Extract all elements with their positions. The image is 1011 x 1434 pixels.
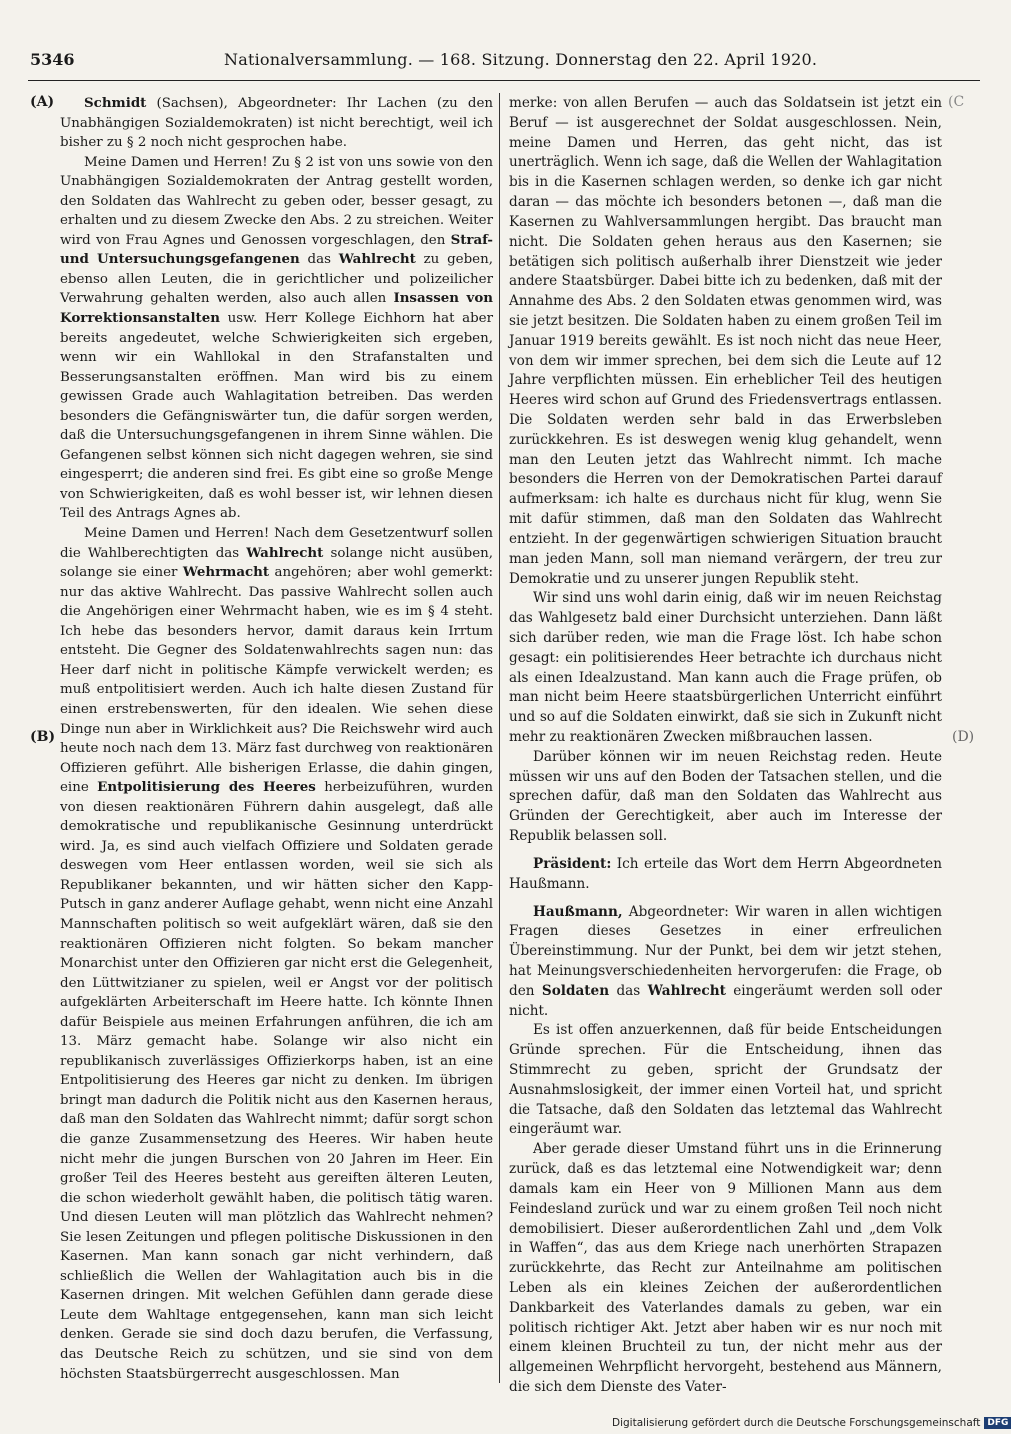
column-divider [499, 93, 500, 1383]
page-number: 5346 [30, 50, 75, 69]
paragraph-text: Meine Damen und Herren! Zu § 2 ist von uns sowie von den Unabhängigen Sozialdemokraten der Antrag gestellt worden, den Soldaten das Wahlrecht zu geben oder, besser gesagt, zu erhalten und zu diesem Zwecke den Abs. 2 zu streichen. Weiter wird von Frau Agnes und Genossen vorgeschlagen, den [60, 154, 493, 248]
paragraph-text: zu geben, ebenso allen Leuten, die in gerichtlicher und polizeilicher Verwahrung gehalten werden, also auch allen [60, 252, 493, 307]
margin-mark-c: (C [948, 94, 965, 110]
header-rule [28, 80, 980, 81]
left-column [60, 94, 493, 1384]
speaker-name: Schmidt [84, 95, 147, 111]
paragraph: Aber gerade dieser Umstand führt uns in die Erinnerung zurück, daß es das letztemal eine Notwendigkeit war; denn damals kam ein Heer von 9 Millionen Mann aus dem Feindesland zurück und war zu einem großen Teil noch nicht demobilisiert. Dieser außerordentlichen Zahl und „dem Volk in Waffen“, das aus dem Kriege nach unerhörten Strapazen zurückkehrte, das Recht zur Anteilnahme am politischen Leben als ein kleines Zeichen der außerordentlichen Dankbarkeit des Vaterlandes damals zu geben, war ein politisch richtiger Akt. Jetzt aber haben wir es nur noch mit einem kleinen Bruchteil zu tun, der nicht mehr aus der allgemeinen Wehrpflicht hervorgeht, bestehend aus Männern, die sich dem Dienste des Vater- [509, 1141, 942, 1395]
paragraph-text: solange nicht ausüben, solange sie einer [60, 545, 493, 581]
emphasis: Straf- und Untersuchungsgefangenen [60, 231, 493, 268]
paragraph [60, 524, 493, 1384]
running-header: Nationalversammlung. — 168. Sitzung. Donnerstag den 22. April 1920. [224, 50, 818, 69]
paragraph-text: angehören; aber wohl gemerkt: nur das aktive Wahlrecht. Das passive Wahlrecht sollen auch die Angehörigen einer Wehrmacht haben, wie es im § 4 steht. Ich hebe das besonders hervor, damit daraus kein Irrtum entsteht. Die Gegner des Soldatenwahlrechts sagen nun: das Heer darf nicht in politische Kämpfe verwickelt werden; es muß entpolitisiert werden. Auch ich halte diesen Zustand für einen erstrebenswerten, für den idealen. Wie sehen diese Dinge nun aber in Wirklichkeit aus? Die Reichswehr wird auch heute noch nach dem 13. März fast durchweg von reaktionären Offizieren geführt. Alle bisherigen Erlasse, die dahin gingen, eine [60, 565, 494, 796]
paragraph-text: eingeräumt werden soll oder nicht. [509, 982, 943, 1019]
paragraph-text: (Sachsen), Abgeordneter: Ihr Lachen (zu den Unabhängigen Sozialdemokraten) ist nicht berechtigt, weil ich bisher zu § 2 noch nicht gesprochen habe. [60, 96, 493, 151]
emphasis: Wehrmacht [182, 564, 270, 581]
digitization-credit [612, 1417, 1011, 1429]
paragraph-text: Meine Damen und Herren! Nach dem Gesetzentwurf sollen die Wahlberechtigten das [60, 526, 493, 561]
paragraph: Wir sind uns wohl darin einig, daß wir im neuen Reichstag das Wahlgesetz bald einer Durchsicht unterziehen. Dann läßt sich darüber reden, wie man die Frage löst. Ich habe schon gesagt: ein politisierendes Heer betrachte ich durchaus nicht als einen Idealzustand. Man kann auch die Frage prüfen, ob man nicht beim Heere staatsbürgerlichen Unterricht einführt und so auf die Soldaten einwirkt, daß sie sich in Zukunft nicht mehr zu reaktionären Zwecken mißbrauchen lassen. [509, 590, 942, 745]
margin-mark-a: (A) [30, 94, 55, 110]
speaker-name: Haußmann, [533, 903, 623, 920]
margin-mark-b: (B) [30, 729, 56, 745]
emphasis: Entpolitisierung des Heeres [97, 779, 316, 796]
paragraph [60, 94, 493, 153]
emphasis: Wahlrecht [246, 544, 324, 561]
emphasis: Wahlrecht [647, 982, 726, 999]
paragraph: Es ist offen anzuerkennen, daß für beide Entscheidungen Gründe sprechen. Für die Entscheidung, ihnen das Stimmrecht zu geben, spricht der Grundsatz der Ausnahmslosigkeit, der immer einen Vorteil hat, und spricht die Tatsache, daß den Soldaten das letztemal das Wahlrecht eingeräumt war. [509, 1022, 942, 1138]
right-column [509, 94, 942, 1398]
paragraph [509, 903, 942, 1022]
paragraph [509, 855, 942, 895]
paragraph-text: usw. Herr Kollege Eichhorn hat aber bereits angedeutet, welche Schwierigkeiten sich ergeben, wenn wir ein Wahllokal in den Strafanstalten und Besserungsanstalten eröffnen. Man wird bis zu einem gewissen Grade auch Wahlagitation betreiben. Das werden besonders die Gefängniswärter tun, die dafür sorgen werden, daß die Untersuchungsgefangenen in ihrem Sinne wählen. Die Gefangenen selbst können sich nicht dagegen wehren, sie sind eingesperrt; die anderen sind frei. Es gibt eine so große Menge von Schwierigkeiten, daß es wohl besser ist, wir lehnen diesen Teil des Antrags Agnes ab. [60, 311, 493, 522]
paragraph-text: Ich erteile das Wort dem Herrn Abgeordneten Haußmann. [509, 855, 942, 892]
paragraph-text: herbeizuführen, wurden von diesen reaktionären Führern dahin ausgelegt, daß alle demokratische und republikanische Gesinnung unterdrückt wird. Ja, es sind auch vielfach Offiziere und Soldaten gerade deswegen vom Heer entlassen worden, weil sie sich als Republikaner bekannten, und wir hätten sicher den Kapp-Putsch in ganz anderer Auflage gehabt, wenn nicht eine Anzahl Mannschaften politisch so weit aufgeklärt wären, daß sie den reaktionären Offizieren nicht folgten. So bekam mancher Monarchist unter den Offizieren gar nicht erst die Gelegenheit, den Lüttwitzianer zu spielen, weil er Angst vor der politisch aufgeklärten Arbeiterschaft im Heere hatte. Ich könnte Ihnen dafür Beispiele aus meinen Erfahrungen anführen, die ich am 13. März gemacht habe. Solange wir also nicht ein republikanisch zuverlässiges Offizierkorps haben, ist an eine Entpolitisierung des Heeres gar nicht zu denken. Im übrigen bringt man dadurch die Politik nicht aus den Kasernen heraus, daß man den Soldaten das Wahlrecht nimmt; dafür sorgt schon die ganze Zusammensetzung des Heeres. Wir haben heute nicht mehr die jungen Burschen von 20 Jahren im Heer. Ein großer Teil des Heeres besteht aus gereiften älteren Leuten, die schon wiederholt gewählt haben, die politisch tätig waren. Und diesen Leuten will man plötzlich das Wahlrecht nehmen? Sie lesen Zeitungen und pflegen politische Diskussionen in den Kasernen. Man kann sonach gar nicht verhindern, daß schließlich die Wellen der Wahlagitation auch bis in die Kasernen dringen. Mit welchen Gefühlen dann gerade diese Leute dem Wahltage entgegensehen, kann man sich leicht denken. Gerade sie sind doch dazu berufen, die Verfassung, das Deutsche Reich zu schützen, und sie sind von dem höchsten Staatsbürgerrecht ausgeschlossen. Man [60, 780, 493, 1382]
margin-mark-d: (D) [952, 729, 975, 745]
paragraph-text: das [299, 252, 339, 268]
paragraph: merke: von allen Berufen — auch das Soldatsein ist jetzt ein Beruf — ist ausgerechnet der Soldat ausgeschlossen. Nein, meine Damen und Herren, das geht nicht, das ist unerträglich. Wenn ich sage, daß die Wellen der Wahlagitation bis in die Kasernen schlagen werden, so denke ich gar nicht daran — das möchte ich besonders betonen —, daß man die Kasernen zu Wahlversammlungen hergibt. Das braucht man nicht. Die Soldaten gehen heraus aus den Kasernen; sie betätigen sich politisch außerhalb ihrer Dienstzeit wie jeder andere Staatsbürger. Dabei bitte ich zu bedenken, daß mit der Annahme des Abs. 2 den Soldaten etwas genommen wird, was sie jetzt besitzen. Die Soldaten haben zu einem großen Teil im Januar 1919 bereits gewählt. Es ist noch nicht das neue Heer, von dem wir immer sprechen, bei dem sich die Leute auf 12 Jahre verpflichten müssen. Ein erheblicher Teil des heutigen Heeres wird schon auf Grund des Friedensvertrags entlassen. Die Soldaten werden sehr bald in das Erwerbsleben zurückkehren. Es ist deswegen wenig klug gehandelt, wenn man den Leuten jetzt das Wahlrecht nimmt. Ich mache besonders die Herren von der Demokratischen Partei darauf aufmerksam: ich halte es durchaus nicht für klug, wenn Sie mit dafür stimmen, daß man den Soldaten das Wahlrecht entzieht. In der gegenwärtigen schwierigen Situation braucht man jeden Mann, soll man niemand verärgern, der treu zur Demokratie und zu unserer jungen Republik steht. [509, 95, 942, 587]
paragraph: Darüber können wir im neuen Reichstag reden. Heute müssen wir uns auf den Boden der Tatsachen stellen, und die sprechen dafür, daß man den Soldaten das Wahlrecht aus Gründen der Gerechtigkeit, aber auch im Interesse der Republik belassen soll. [509, 748, 942, 845]
emphasis: Wahlrecht [338, 251, 416, 268]
emphasis: Insassen von Korrektionsanstalten [60, 290, 493, 327]
emphasis: Soldaten [541, 982, 610, 999]
credit-text: Digitalisierung gefördert durch die Deutsche Forschungsgemeinschaft [612, 1417, 981, 1429]
paragraph [60, 153, 493, 524]
speaker-name: Präsident: [533, 855, 612, 872]
paragraph-text: das [609, 982, 648, 999]
dfg-logo: DFG [984, 1417, 1011, 1429]
paragraph-text: Abgeordneter: Wir waren in allen wichtigen Fragen dieses Gesetzes in einer erfreulichen Übereinstimmung. Nur der Punkt, bei dem wir jetzt stehen, hat Meinungsverschiedenheiten hervorgerufen: die Frage, ob den [509, 903, 942, 999]
